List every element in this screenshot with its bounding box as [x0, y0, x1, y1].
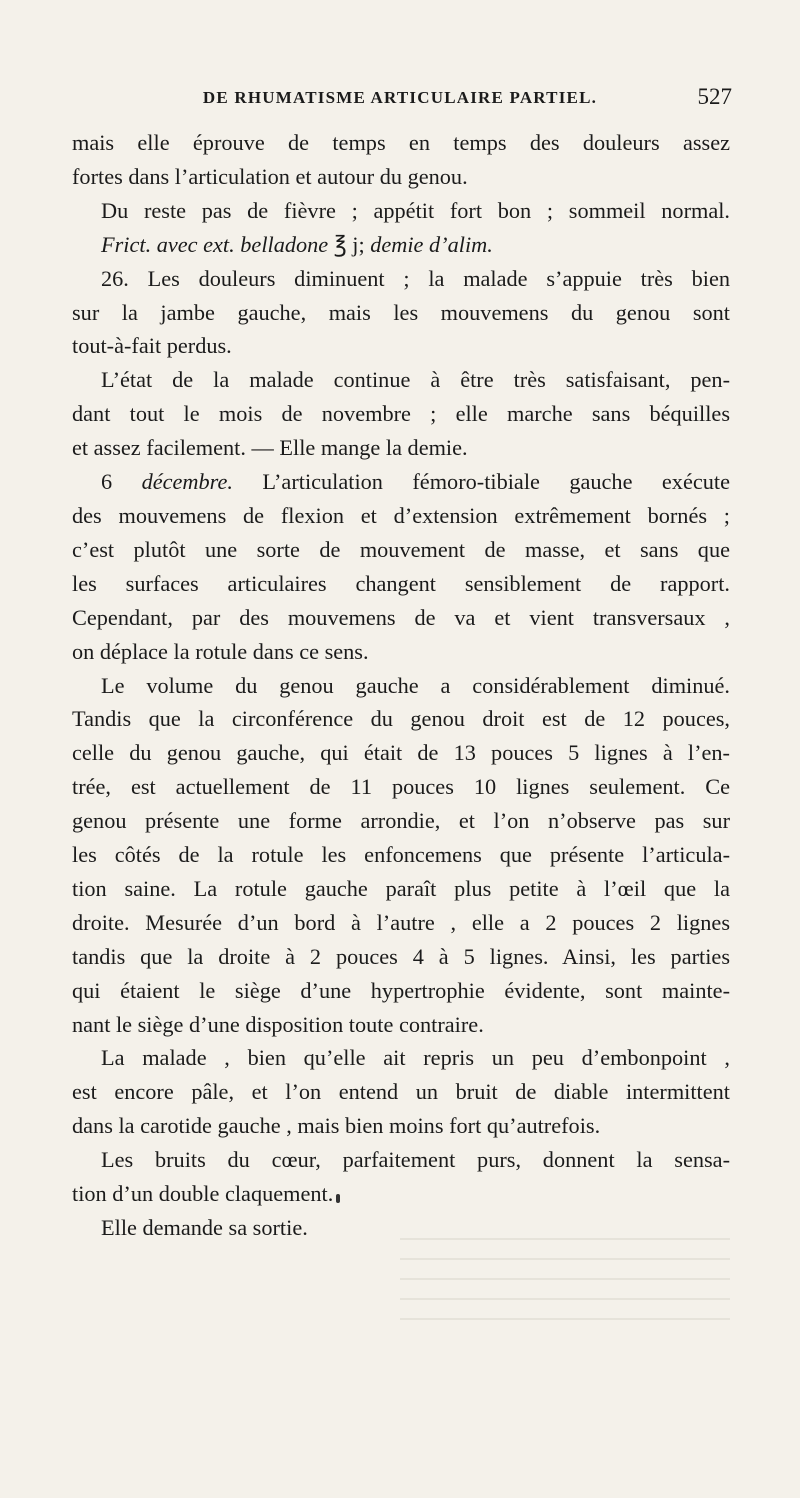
text-line: Les bruits du cœur, parfaitement purs, donnent la sensa- — [101, 1147, 730, 1173]
date-line — [72, 465, 730, 499]
text-line: trée, est actuellement de 11 pouces 10 lignes seulement. Ce — [72, 774, 730, 800]
faint-line — [400, 1298, 730, 1300]
text-line: Le volume du genou gauche a considérablement diminué. — [101, 672, 730, 698]
text-line: genou présente une forme arrondie, et l’on n’observe pas sur — [72, 808, 730, 834]
page-number: 527 — [697, 84, 732, 109]
text-line: tion saine. La rotule gauche paraît plus petite à l’œil que la — [72, 875, 730, 901]
text-line: tout-à-fait perdus. — [72, 333, 232, 359]
text-line: qui étaient le siège d’une hypertrophie évidente, sont mainte- — [72, 977, 730, 1003]
text-line: Du reste pas de fièvre ; appétit fort bon ; sommeil normal. — [101, 197, 730, 223]
line-rest: L’articulation fémoro-tibiale gauche exécute — [233, 469, 730, 495]
text-line: dant tout le mois de novembre ; elle marche sans béquilles — [72, 401, 730, 427]
text-line: est encore pâle, et l’on entend un bruit de diable intermittent — [72, 1079, 730, 1105]
text-line: dans la carotide gauche , mais bien moins fort qu’autrefois. — [72, 1113, 601, 1139]
diet-text: demie d’alim. — [370, 231, 493, 257]
text-line: 26. Les douleurs diminuent ; la malade s’appuie très bien — [101, 265, 730, 291]
faint-line — [400, 1238, 730, 1240]
text-line: droite. Mesurée d’un bord à l’autre , elle a 2 pouces 2 lignes — [72, 909, 730, 935]
text-line: des mouvemens de flexion et d’extension extrêmement bornés ; — [72, 502, 730, 528]
text-line: les côtés de la rotule les enfoncemens que présente l’articula- — [72, 842, 730, 868]
text-line: et assez facilement. — Elle mange la demie. — [72, 435, 468, 461]
body-text — [72, 126, 730, 1245]
reverse-side-show-through — [400, 1220, 730, 1380]
running-title: DE RHUMATISME ARTICULAIRE PARTIEL. — [202, 88, 598, 107]
text-line: Tandis que la circonférence du genou droit est de 12 pouces, — [72, 706, 730, 732]
text-line: Elle demande sa sortie. — [101, 1215, 308, 1240]
text-line: La malade , bien qu’elle ait repris un peu d’embonpoint , — [101, 1045, 730, 1071]
text-line: les surfaces articulaires changent sensiblement de rapport. — [72, 570, 730, 596]
separator: ; — [358, 231, 371, 257]
faint-line — [400, 1258, 730, 1260]
faint-line — [400, 1278, 730, 1280]
prescription-line — [72, 228, 730, 262]
text-line: celle du genou gauche, qui était de 13 pouces 5 lignes à l’en- — [72, 740, 730, 766]
text-line: tandis que la droite à 2 pouces 4 à 5 lignes. Ainsi, les parties — [72, 943, 730, 969]
text-line: Cependant, par des mouvemens de va et vient transversaux , — [72, 604, 730, 630]
ink-speck — [336, 1194, 340, 1203]
text-line: on déplace la rotule dans ce sens. — [72, 638, 369, 664]
text-line: sur la jambe gauche, mais les mouvemens du genou sont — [72, 299, 730, 325]
text-line: tion d’un double claquement. — [72, 1181, 334, 1207]
text-line: fortes dans l’articulation et autour du genou. — [72, 163, 468, 189]
day-number: 6 — [101, 469, 142, 495]
dosage-symbol: ℥ j — [333, 231, 359, 257]
prescription-text: Frict. avec ext. belladone — [101, 231, 334, 257]
text-line: mais elle éprouve de temps en temps des douleurs assez — [72, 130, 730, 155]
text-line: nant le siège d’une disposition toute contraire. — [72, 1011, 484, 1037]
faint-line — [400, 1318, 730, 1320]
text-line: c’est plutôt une sorte de mouvement de masse, et sans que — [72, 536, 730, 562]
text-line: L’état de la malade continue à être très satisfaisant, pen- — [101, 367, 730, 393]
month-text: décembre. — [141, 469, 233, 495]
